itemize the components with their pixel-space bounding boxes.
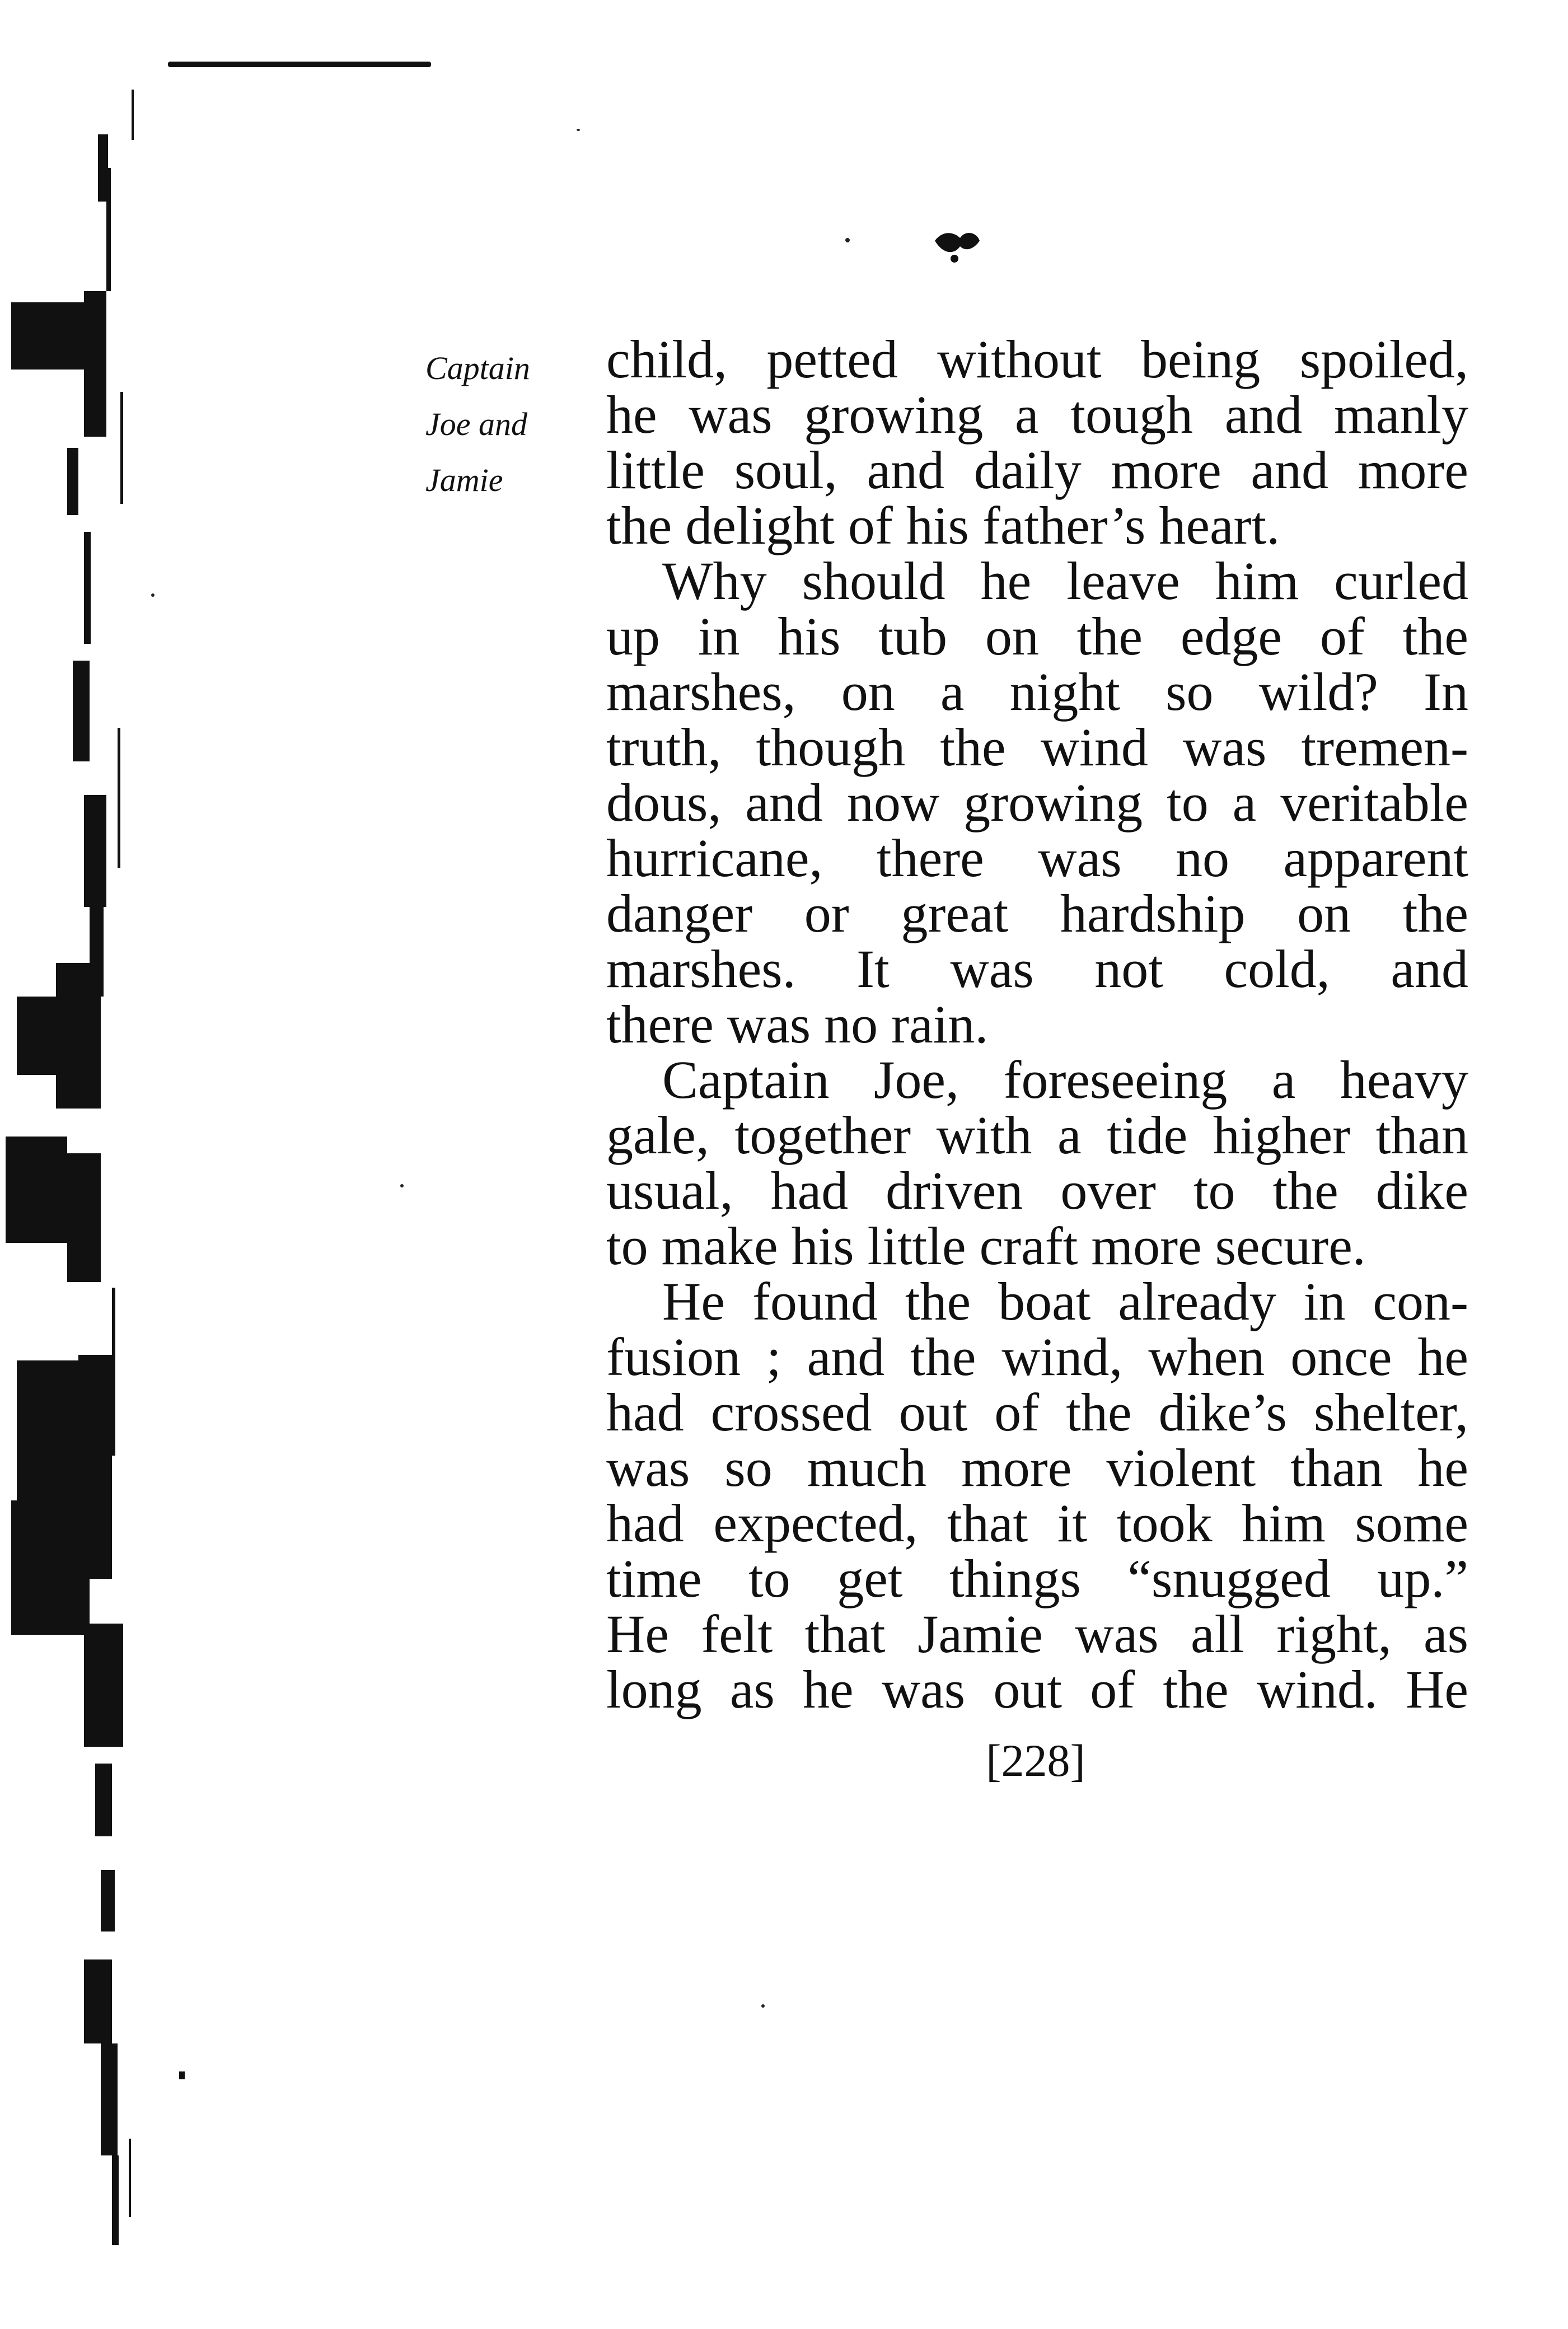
text-line: marshes. It was not cold, and xyxy=(606,939,1468,999)
text-line: hurricane, there was no apparent xyxy=(606,828,1468,888)
body-text xyxy=(606,331,1468,1717)
text-line: there was no rain. xyxy=(606,994,989,1054)
text-line: Why should he leave him curled xyxy=(662,551,1468,611)
page-number: [228] xyxy=(986,1735,1085,1786)
ink-speck xyxy=(577,129,580,131)
text-line: gale, together with a tide higher than xyxy=(606,1105,1468,1165)
text-line: little soul, and daily more and more xyxy=(606,440,1468,500)
text-line: was so much more violent than he xyxy=(606,1438,1468,1498)
sidenote-line: Jamie xyxy=(425,462,503,498)
scanned-binding-edge xyxy=(0,0,185,2329)
ink-speck xyxy=(400,1184,404,1187)
text-line: fusion ; and the wind, when once he xyxy=(606,1327,1468,1387)
text-line: He felt that Jamie was all right, as xyxy=(606,1604,1468,1664)
printer-ornament-icon xyxy=(929,224,985,263)
paragraph xyxy=(606,1052,1468,1274)
text-line: the delight of his father’s heart. xyxy=(606,495,1280,555)
ink-speck xyxy=(845,238,850,242)
ink-speck xyxy=(761,2004,765,2008)
text-line: Captain Joe, foreseeing a heavy xyxy=(662,1050,1468,1110)
text-line: child, petted without being spoiled, xyxy=(606,329,1468,389)
text-line: usual, had driven over to the dike xyxy=(606,1161,1468,1220)
text-line: to make his little craft more secure. xyxy=(606,1216,1366,1276)
paragraph xyxy=(606,553,1468,1052)
sidenote-line: Joe and xyxy=(425,406,527,442)
text-line: marshes, on a night so wild? In xyxy=(606,662,1468,722)
text-line: had crossed out of the dike’s shelter, xyxy=(606,1382,1468,1442)
paragraph xyxy=(606,1271,1468,1719)
margin-sidenote xyxy=(425,340,588,508)
text-line: had expected, that it took him some xyxy=(606,1493,1468,1553)
text-line: dous, and now growing to a veritable xyxy=(606,773,1468,833)
text-line: truth, though the wind was tremen- xyxy=(606,717,1468,777)
text-line: He found the boat already in con- xyxy=(662,1271,1468,1331)
text-line: time to get things “snugged up.” xyxy=(606,1549,1468,1608)
paragraph xyxy=(606,331,1468,553)
text-line: up in his tub on the edge of the xyxy=(606,606,1468,666)
sidenote-line: Captain xyxy=(425,350,530,386)
text-line: danger or great hardship on the xyxy=(606,883,1468,943)
ink-speck xyxy=(151,593,155,597)
text-line: he was growing a tough and manly xyxy=(606,385,1468,445)
top-edge-rule xyxy=(168,62,431,67)
text-line: long as he was out of the wind. He xyxy=(606,1659,1468,1719)
